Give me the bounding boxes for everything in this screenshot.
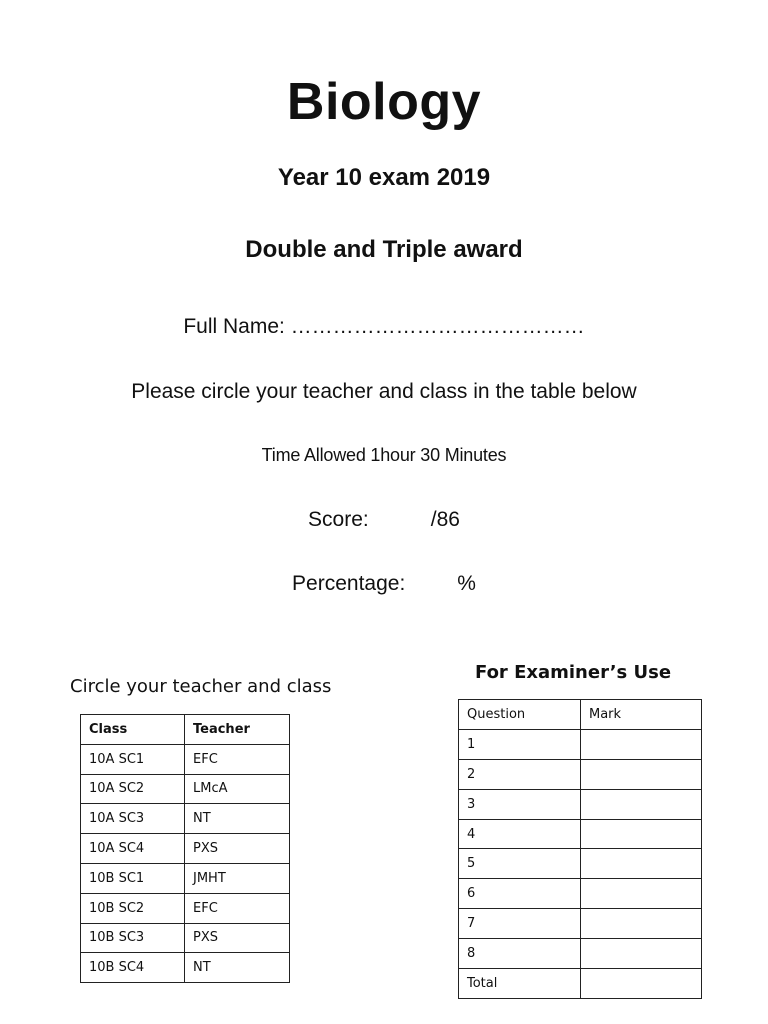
question-column-header: Question: [459, 700, 581, 730]
teacher-cell[interactable]: PXS: [185, 923, 290, 953]
class-table-row[interactable]: [81, 834, 290, 864]
examiner-table-row: [459, 939, 702, 969]
class-cell[interactable]: 10A SC2: [81, 774, 185, 804]
examiner-table-row: [459, 819, 702, 849]
examiner-table-header-row: [459, 700, 702, 730]
mark-column-header: Mark: [581, 700, 702, 730]
class-teacher-table: [80, 714, 290, 983]
class-table-header-row: [81, 715, 290, 745]
question-number-cell: 7: [459, 909, 581, 939]
teacher-cell[interactable]: PXS: [185, 834, 290, 864]
mark-entry-cell[interactable]: [581, 969, 702, 999]
question-number-cell: Total: [459, 969, 581, 999]
teacher-cell[interactable]: EFC: [185, 744, 290, 774]
examiner-table-heading: For Examiner’s Use: [475, 662, 672, 683]
question-number-cell: 6: [459, 879, 581, 909]
score-line: [0, 508, 768, 532]
teacher-column-header: Teacher: [185, 715, 290, 745]
teacher-cell[interactable]: LMcA: [185, 774, 290, 804]
mark-entry-cell[interactable]: [581, 759, 702, 789]
examiner-table-row: [459, 729, 702, 759]
mark-entry-cell[interactable]: [581, 849, 702, 879]
class-table-row[interactable]: [81, 863, 290, 893]
examiner-table-row: [459, 909, 702, 939]
examiner-table-row: [459, 759, 702, 789]
teacher-cell[interactable]: EFC: [185, 893, 290, 923]
exam-subtitle: Year 10 exam 2019: [277, 164, 491, 191]
class-table-row[interactable]: [81, 953, 290, 983]
mark-entry-cell[interactable]: [581, 879, 702, 909]
class-cell[interactable]: 10A SC4: [81, 834, 185, 864]
class-column-header: Class: [81, 715, 185, 745]
class-cell[interactable]: 10B SC1: [81, 863, 185, 893]
class-table-row[interactable]: [81, 744, 290, 774]
class-cell[interactable]: 10B SC3: [81, 923, 185, 953]
class-cell[interactable]: 10A SC3: [81, 804, 185, 834]
class-cell[interactable]: 10A SC1: [81, 744, 185, 774]
examiner-table-row: [459, 849, 702, 879]
examiner-table-row: [459, 879, 702, 909]
instruction-text: Please circle your teacher and class in the table below: [131, 380, 637, 403]
percentage-symbol: %: [457, 572, 476, 595]
class-table-row[interactable]: [81, 804, 290, 834]
teacher-cell[interactable]: JMHT: [185, 863, 290, 893]
mark-entry-cell[interactable]: [581, 789, 702, 819]
score-total: /86: [430, 508, 460, 531]
examiner-table-row: [459, 789, 702, 819]
mark-entry-cell[interactable]: [581, 729, 702, 759]
class-cell[interactable]: 10B SC4: [81, 953, 185, 983]
question-number-cell: 2: [459, 759, 581, 789]
percentage-label: Percentage:: [292, 572, 406, 595]
time-allowed: Time Allowed 1hour 30 Minutes: [261, 445, 507, 465]
full-name-field[interactable]: Full Name: ……………………………………: [183, 315, 585, 338]
teacher-cell[interactable]: NT: [185, 804, 290, 834]
document-title: Biology: [286, 73, 482, 131]
question-number-cell: 1: [459, 729, 581, 759]
teacher-cell[interactable]: NT: [185, 953, 290, 983]
mark-entry-cell[interactable]: [581, 909, 702, 939]
class-cell[interactable]: 10B SC2: [81, 893, 185, 923]
mark-entry-cell[interactable]: [581, 819, 702, 849]
score-label: Score:: [308, 508, 369, 531]
examiner-use-table: [458, 699, 702, 999]
class-table-row[interactable]: [81, 893, 290, 923]
class-table-row[interactable]: [81, 923, 290, 953]
question-number-cell: 4: [459, 819, 581, 849]
examiner-table-row: [459, 969, 702, 999]
percentage-line: [0, 572, 768, 596]
award-subtitle: Double and Triple award: [245, 236, 523, 263]
class-table-row[interactable]: [81, 774, 290, 804]
mark-entry-cell[interactable]: [581, 939, 702, 969]
class-table-heading: Circle your teacher and class: [70, 676, 332, 697]
question-number-cell: 5: [459, 849, 581, 879]
question-number-cell: 3: [459, 789, 581, 819]
question-number-cell: 8: [459, 939, 581, 969]
